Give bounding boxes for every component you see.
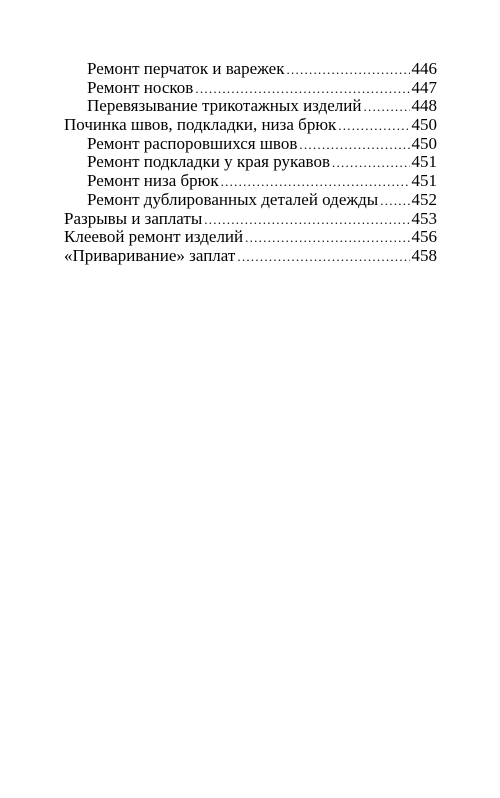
toc-entry-page: 448 [411, 96, 437, 116]
toc-entry-page: 451 [411, 152, 437, 172]
toc-leader-dots [286, 61, 409, 80]
table-of-contents [64, 60, 437, 266]
toc-entry-title: Ремонт подкладки у края рукавов [87, 152, 330, 172]
toc-entry-page: 453 [411, 208, 437, 228]
toc-entry-page: 452 [411, 189, 437, 209]
toc-entry-title: Разрывы и заплаты [64, 208, 203, 228]
toc-entry [64, 116, 437, 135]
toc-entry-page: 447 [411, 77, 437, 97]
toc-entry-page: 446 [411, 59, 437, 78]
toc-entry-title: «Приваривание» заплат [64, 245, 236, 265]
toc-entry [64, 172, 437, 191]
toc-entry-page: 456 [411, 227, 437, 247]
toc-entry [64, 210, 437, 229]
toc-leader-dots [380, 192, 409, 211]
toc-entry-page: 450 [411, 115, 437, 135]
toc-entry-title: Ремонт распоровшихся швов [87, 133, 298, 153]
toc-entry-title: Ремонт низа брюк [87, 171, 219, 191]
toc-entry [64, 97, 437, 116]
toc-entry-page: 450 [411, 133, 437, 153]
toc-entry [64, 79, 437, 98]
toc-leader-dots [237, 248, 409, 267]
toc-leader-dots [363, 98, 409, 117]
toc-entry-page: 458 [411, 245, 437, 265]
toc-entry [64, 60, 437, 79]
toc-entry [64, 228, 437, 247]
toc-entry-title: Ремонт перчаток и варежек [87, 59, 285, 78]
toc-entry [64, 247, 437, 266]
toc-leader-dots [245, 229, 409, 248]
toc-entry-title: Перевязывание трикотажных изделий [87, 96, 362, 116]
toc-leader-dots [338, 117, 409, 136]
toc-leader-dots [332, 154, 410, 173]
toc-entry [64, 135, 437, 154]
toc-entry-title: Клеевой ремонт изделий [64, 227, 244, 247]
toc-entry-title: Починка швов, подкладки, низа брюк [64, 115, 337, 135]
toc-entry-title: Ремонт дублированных деталей одежды [87, 189, 379, 209]
toc-entry-page: 451 [411, 171, 437, 191]
toc-entry-title: Ремонт носков [87, 77, 194, 97]
toc-entry [64, 191, 437, 210]
toc-entry [64, 153, 437, 172]
